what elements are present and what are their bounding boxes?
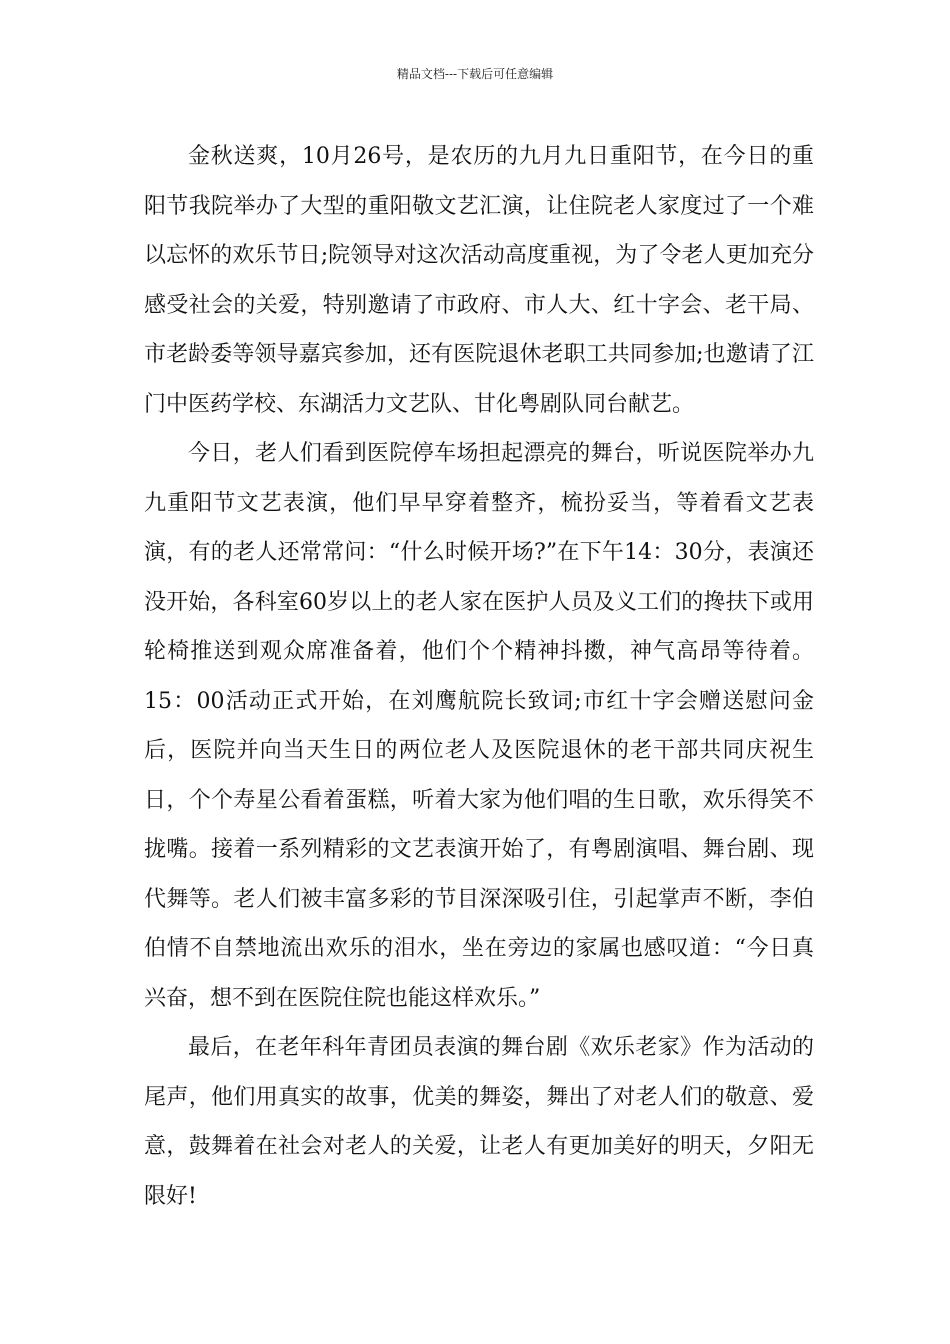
page-header: 精品文档---下载后可任意编辑 <box>396 67 554 81</box>
paragraph-3: 最后，在老年科年青团员表演的舞台剧《欢乐老家》作为活动的尾声，他们用真实的故事，优美的舞姿，舞出了对老人们的敬意、爱意，鼓舞着在社会对老人的关爱，让老人有更加美好的明天，夕阳无限好! <box>144 1035 814 1209</box>
document-body <box>144 132 814 1221</box>
paragraph-1: 金秋送爽，10月26号，是农历的九月九日重阳节，在今日的重阳节我院举办了大型的重阳敬文艺汇演，让住院老人家度过了一个难以忘怀的欢乐节日;院领导对这次活动高度重视，为了令老人更加充分感受社会的关爱，特别邀请了市政府、市人大、红十字会、老干局、市老龄委等领导嘉宾参加，还有医院退休老职工共同参加;也邀请了江门中医药学校、东湖活力文艺队、甘化粤剧队同台献艺。 <box>144 144 814 417</box>
paragraph-2: 今日，老人们看到医院停车场担起漂亮的舞台，听说医院举办九九重阳节文艺表演，他们早早穿着整齐，梳扮妥当，等着看文艺表演，有的老人还常常问：“什么时候开场?”在下午14：30分，表演还没开始，各科室60岁以上的老人家在医护人员及义工们的搀扶下或用轮椅推送到观众席准备着，他们个个精神抖擞，神气高昂等待着。15：00活动正式开始，在刘鹰航院长致词;市红十字会赠送慰问金后，医院并向当天生日的两位老人及医院退休的老干部共同庆祝生日，个个寿星公看着蛋糕，听着大家为他们唱的生日歌，欢乐得笑不拢嘴。接着一系列精彩的文艺表演开始了，有粤剧演唱、舞台剧、现代舞等。老人们被丰富多彩的节目深深吸引住，引起掌声不断，李伯伯情不自禁地流出欢乐的泪水，坐在旁边的家属也感叹道：“今日真兴奋，想不到在医院住院也能这样欢乐。” <box>144 441 814 1011</box>
